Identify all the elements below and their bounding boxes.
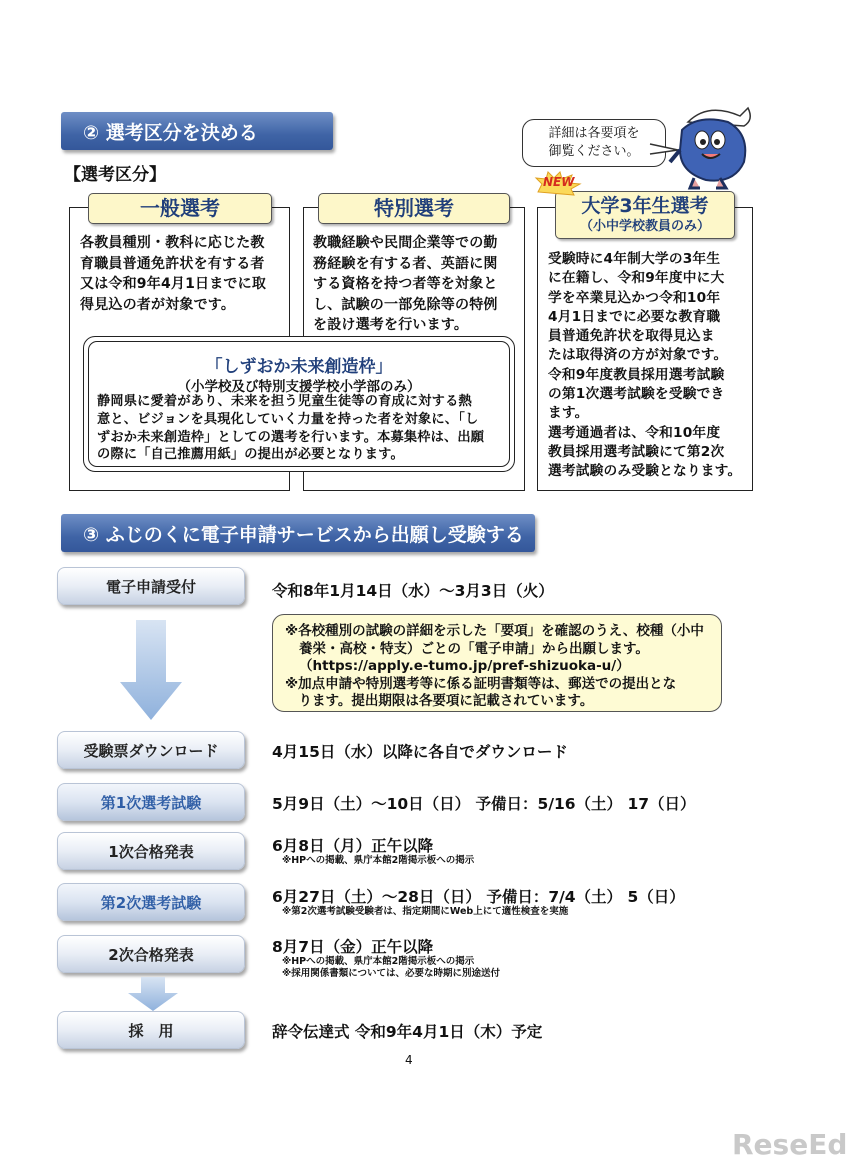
section3-title: ③ ふじのくに電子申請サービスから出願し受験する	[83, 523, 524, 546]
univ-line: 学を卒業見込かつ令和10年	[548, 289, 721, 306]
univ-selection-title: 大学3年生選考	[581, 195, 709, 217]
step-second-results	[57, 935, 245, 973]
step-label: 1次合格発表	[108, 842, 194, 861]
section2-banner	[61, 112, 333, 150]
bubble-line-2: 御覧ください。	[548, 144, 640, 159]
shizuoka-line: 静岡県に愛着があり、未来を担う児童生徒等の育成に対する熱	[97, 394, 472, 409]
step-ticket-download	[57, 731, 245, 769]
step-first-results	[57, 832, 245, 870]
step-online-application	[57, 567, 245, 605]
note-line: ※加点申請や特別選考等に係る証明書類等は、郵送での提出とな	[285, 675, 677, 692]
general-line: 得見込の者が対象です。	[80, 296, 236, 313]
step-label: 採 用	[128, 1021, 174, 1040]
step-ticket-download-date: 4月15日（水）以降に各自でダウンロード	[272, 743, 568, 761]
application-notes	[272, 614, 722, 712]
shizuoka-line: の際に「自己推薦用紙」の提出が必要となります。	[97, 447, 404, 463]
shizuoka-line: 意と、ビジョンを具現化していく力量を持った者を対象に、「し	[97, 411, 479, 427]
univ-line: 令和9年度教員採用選考試験	[548, 366, 725, 383]
special-selection-description	[313, 233, 523, 336]
shizuoka-frame-subtitle: （小学校及び特別支援学校小学部のみ）	[177, 379, 421, 395]
note-line: ※各校種別の試験の詳細を示した「要項」を確認のうえ、校種（小中	[285, 623, 704, 639]
step-label: 受験票ダウンロード	[83, 741, 219, 760]
watermark-logo: ReseEd	[732, 1128, 847, 1161]
step-appointment	[57, 1011, 245, 1049]
univ-selection-subtitle: （小中学校教員のみ）	[579, 219, 710, 234]
down-arrow-icon	[120, 620, 182, 720]
general-line: 育職員普通免許状を有する者	[80, 255, 265, 272]
step-label: 第1次選考試験	[100, 793, 202, 812]
down-arrow-small-icon	[128, 977, 178, 1011]
section2-title: ② 選考区分を決める	[83, 121, 258, 144]
new-badge-label: NEW	[543, 175, 575, 189]
step-first-exam-date: 5月9日（土）～10日（日） 予備日：5/16（土） 17（日）	[272, 795, 696, 813]
univ-line: たは取得済の方が対象です。	[548, 347, 728, 364]
special-line: を設け選考を行います。	[313, 317, 469, 333]
section2-subheading: 【選考区分】	[64, 165, 166, 185]
shizuoka-line: ずおか未来創造枠」としての選考を行います。本募集枠は、出願	[97, 429, 485, 445]
bubble-line-1: 詳細は各要項を	[548, 126, 640, 141]
step-label: 2次合格発表	[108, 945, 194, 964]
step-second-exam	[57, 883, 245, 921]
general-selection-tab	[88, 193, 272, 224]
univ-line: 教員採用選考試験にて第2次	[548, 443, 725, 460]
step-first-exam	[57, 783, 245, 821]
speech-bubble	[522, 119, 666, 167]
univ-line: 4月1日までに必要な教育職	[548, 308, 721, 325]
univ-line: の第1次選考試験を受験でき	[548, 386, 725, 403]
special-line: し、試験の一部免除等の特例	[313, 296, 498, 313]
univ-line: 受験時に4年制大学の3年生	[548, 251, 721, 267]
note-line: ります。提出期限は各要項に記載されています。	[285, 693, 594, 709]
step-second-results-date: 8月7日（金）正午以降	[272, 938, 434, 956]
general-line: 各教員種別・教科に応じた教	[80, 235, 265, 251]
section3-banner	[61, 514, 535, 552]
step-second-results-note: ※HPへの掲載、県庁本館2階掲示板への掲示	[282, 956, 475, 967]
step-label: 電子申請受付	[105, 577, 196, 596]
univ-selection-tab	[555, 191, 735, 239]
step-second-results-note: ※採用関係書類については、必要な時期に別途送付	[282, 968, 501, 979]
special-line: 教職経験や民間企業等での勤	[313, 235, 498, 251]
mascot-character-icon	[668, 100, 758, 192]
univ-line: 員普通免許状を取得見込ま	[548, 328, 715, 345]
shizuoka-frame-title: 「しずおか未来創造枠」	[205, 357, 393, 377]
shizuoka-frame-description	[97, 393, 509, 464]
univ-line: ます。	[548, 405, 589, 422]
note-line: 養栄・高校・特支）ごとの「電子申請」から出願します。	[299, 640, 649, 657]
univ-selection-description	[548, 250, 752, 482]
note-url: （https://apply.e-tumo.jp/pref-shizuoka-u/）	[299, 658, 630, 674]
general-line: 又は令和9年4月1日までに取	[80, 276, 267, 292]
step-second-exam-note: ※第2次選考試験受験者は、指定期間にWeb上にて適性検査を実施	[282, 906, 569, 917]
univ-line: 選考試験のみ受験となります。	[548, 463, 742, 480]
special-selection-tab	[318, 193, 510, 224]
step-online-application-date: 令和8年1月14日（水）～3月3日（火）	[272, 582, 554, 600]
new-badge	[534, 170, 582, 196]
general-selection-description	[80, 233, 285, 315]
page-number: 4	[405, 1053, 413, 1067]
special-selection-title: 特別選考	[374, 196, 454, 220]
univ-line: 選考通過者は、令和10年度	[548, 424, 721, 441]
step-appointment-date: 辞令伝達式 令和9年4月1日（木）予定	[272, 1023, 543, 1041]
step-second-exam-date: 6月27日（土）～28日（日） 予備日：7/4（土） 5（日）	[272, 888, 685, 906]
step-first-results-note: ※HPへの掲載、県庁本館2階掲示板への掲示	[282, 855, 475, 866]
special-line: する資格を持つ者等を対象と	[313, 276, 498, 292]
univ-line: に在籍し、令和9年度中に大	[548, 270, 725, 287]
step-label: 第2次選考試験	[100, 893, 202, 912]
special-line: 務経験を有する者、英語に関	[313, 255, 498, 272]
general-selection-title: 一般選考	[140, 196, 220, 220]
step-first-results-date: 6月8日（月）正午以降	[272, 837, 434, 855]
